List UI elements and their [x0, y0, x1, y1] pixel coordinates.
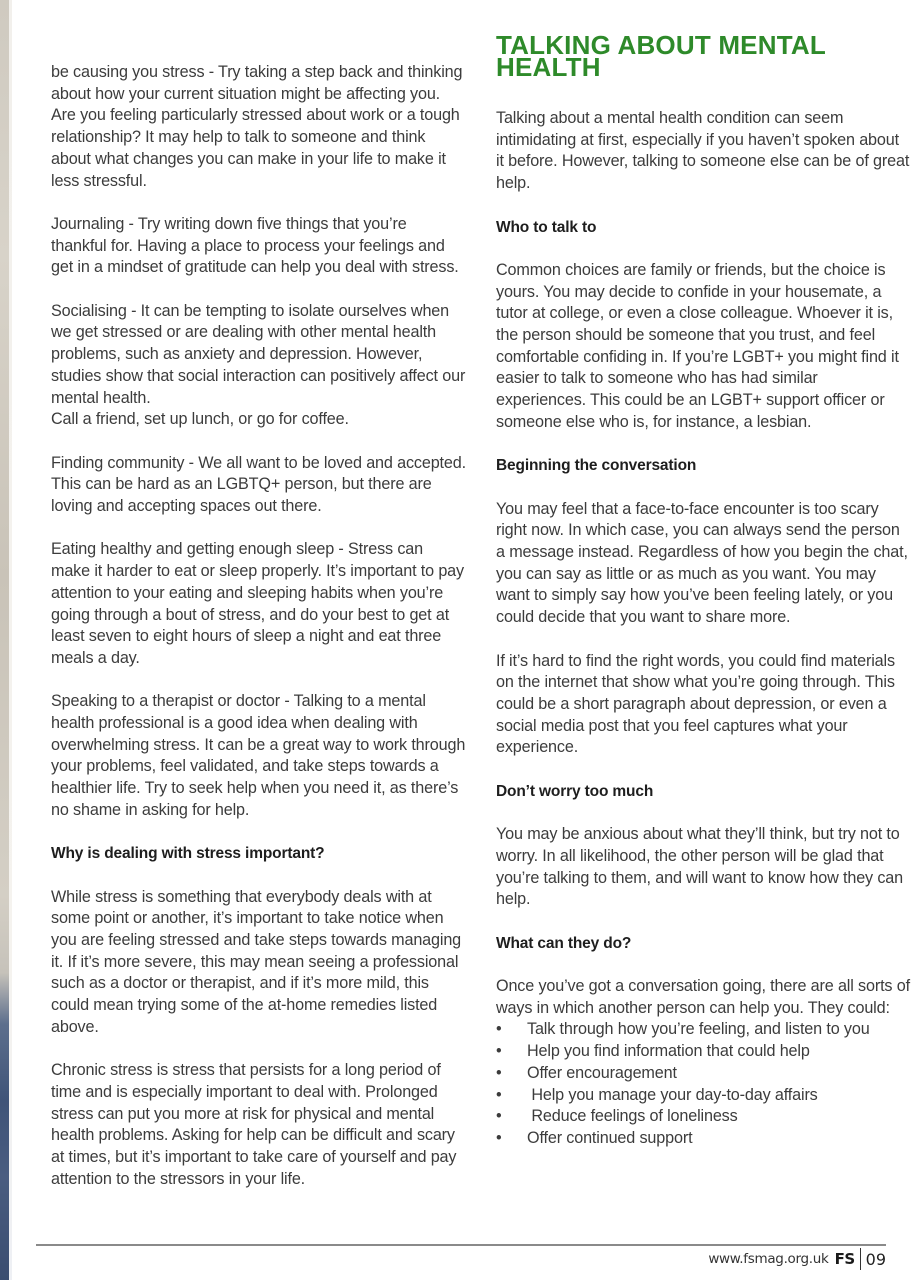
paragraph-eating-sleep: Eating healthy and getting enough sleep - Stress can make it harder to eat or sleep properly. It’s important to pay attention to your eating and sleeping habits when you’re going through a bout of stress, and do your best to get at least seven to eight hours of sleep a night and eat three meals a day.: [51, 540, 464, 667]
bullet-icon: •: [496, 1107, 502, 1126]
intro-paragraph: Talking about a mental health condition can seem intimidating at first, especially if you haven’t spoken about it before. However, talking to someone else can be of great help.: [496, 109, 910, 193]
paragraph-beginning-conversation: You may feel that a face-to-face encounter is too scary right now. In which case, you can always send the person a message instead. Regardless of how you begin the chat, you can say as little or as much as you want. You may want to simply say how you’ve been feeling lately, or you could decide that you want to share more.: [496, 499, 908, 627]
page-number: 09: [865, 1249, 886, 1269]
footer-divider: [36, 1244, 886, 1246]
headline-line-2: HEALTH: [496, 52, 601, 82]
headline-line-1: TALKING ABOUT MENTAL: [496, 30, 826, 60]
list-item: • Offer encouragement: [496, 1063, 911, 1085]
help-list: [496, 1019, 911, 1149]
page-footer: [708, 1248, 886, 1270]
paragraph-why-important: While stress is something that everybody deals with at some point or another, it’s important to take notice when you are feeling stressed and take steps towards managing it. If it’s more severe, this may mean seeing a professional such as a doctor or therapist, and if it’s more mild, this could mean trying some of the at-home remedies listed above.: [51, 887, 462, 1036]
paragraph-what-can-they-do: Once you’ve got a conversation going, there are all sorts of ways in which another person can help you. They could:: [496, 976, 910, 1017]
paragraph-who-to-talk-to: Common choices are family or friends, but the choice is yours. You may decide to confide in your housemate, a tutor at college, or even a close colleague. Whoever it is, the person should be someone that you trust, and feel comfortable confiding in. If you’re LGBT+ you might find it easier to talk to someone who has had similar experiences. This could be an LGBT+ support officer or someone else who is, for instance, a lesbian.: [496, 260, 899, 431]
paragraph-chronic-stress: Chronic stress is stress that persists for a long period of time and is especially important to deal with. Prolonged stress can put you more at risk for physical and mental health problems. Asking for help can be difficult and scary at times, but it’s important to take care of yourself and pay attention to the stressors in your life.: [51, 1061, 457, 1188]
paragraph-finding-community: Finding community - We all want to be loved and accepted. This can be hard as an LGBTQ+ person, but there are loving and accepting spaces out there.: [51, 453, 466, 516]
paragraph-right-words: If it’s hard to find the right words, you could find materials on the internet that show what you’re going through. This could be a short paragraph about depression, or even a social media post that you feel captures what your experience.: [496, 651, 895, 757]
paragraph-socialising-tip: Call a friend, set up lunch, or go for coffee.: [51, 410, 349, 429]
bullet-icon: •: [496, 1128, 502, 1147]
footer-website-link[interactable]: www.fsmag.org.uk: [708, 1251, 829, 1267]
list-item: • Talk through how you’re feeling, and listen to you: [496, 1019, 911, 1041]
paragraph-dont-worry: You may be anxious about what they’ll think, but try not to worry. In all likelihood, the other person will be glad that you’re talking to them, and will want to know how they can help.: [496, 825, 903, 909]
list-item: • Offer continued support: [496, 1128, 911, 1150]
paragraph-journaling: Journaling - Try writing down five things that you’re thankful for. Having a place to process your feelings and get in a mindset of gratitude can help you deal with stress.: [51, 214, 459, 277]
bullet-icon: •: [496, 1085, 502, 1104]
paragraph-socialising: Socialising - It can be tempting to isolate ourselves when we get stressed or are dealing with other mental health problems, such as anxiety and depression. However, studies show that social interaction can positively affect our mental health.: [51, 301, 466, 407]
article-headline: [496, 30, 911, 82]
list-item: • Reduce feelings of loneliness: [496, 1106, 911, 1128]
fs-logo-icon: FS: [835, 1248, 861, 1270]
subheading-why-important: Why is dealing with stress important?: [51, 845, 325, 863]
bullet-icon: •: [496, 1042, 502, 1061]
right-column: [496, 30, 911, 1150]
subheading-what-can-they-do: What can they do?: [496, 934, 632, 952]
subheading-who-to-talk-to: Who to talk to: [496, 218, 597, 236]
list-item: • Help you find information that could help: [496, 1041, 911, 1063]
subheading-dont-worry: Don’t worry too much: [496, 782, 654, 800]
bullet-icon: •: [496, 1020, 502, 1039]
edge-photo-strip: [0, 0, 9, 1280]
paragraph-therapist: Speaking to a therapist or doctor - Talking to a mental health professional is a good idea when dealing with overwhelming stress. It can be a great way to work through your problems, feel validated, and take steps towards a healthier life. Try to seek help when you need it, as there’s no shame in asking for help.: [51, 692, 466, 819]
bullet-icon: •: [496, 1063, 502, 1082]
list-item: • Help you manage your day-to-day affairs: [496, 1085, 911, 1107]
subheading-beginning-conversation: Beginning the conversation: [496, 457, 697, 475]
left-column: [51, 62, 466, 1212]
paragraph-stress-reflection: be causing you stress - Try taking a step back and thinking about how your current situation might be affecting you. Are you feeling particularly stressed about work or a tough relationship? It may help to talk to someone and think about what changes you can make in your life to make it less stressful.: [51, 63, 463, 190]
